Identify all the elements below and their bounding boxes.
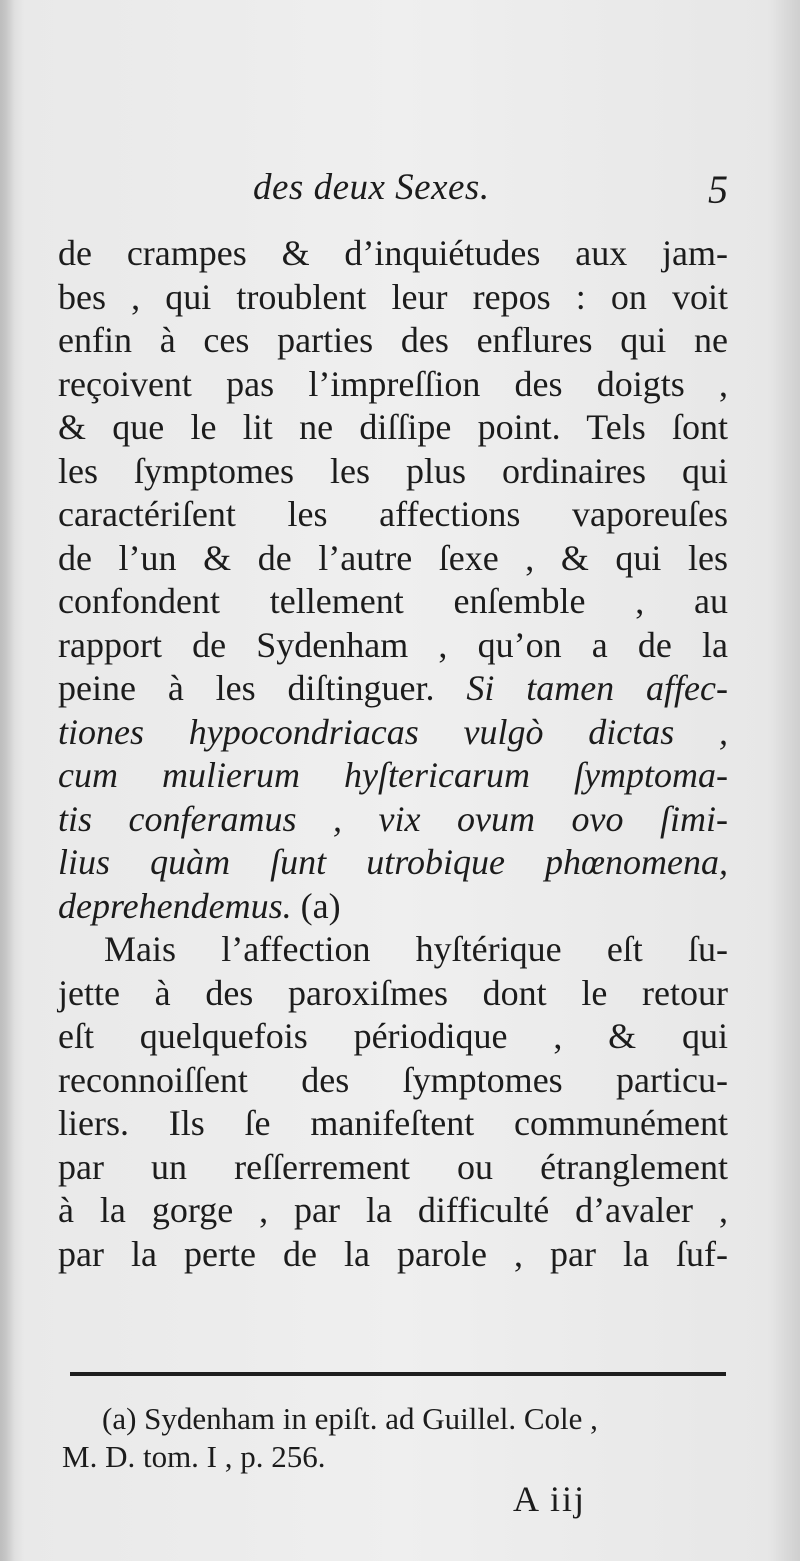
page-header [58,166,728,218]
text-italic: deprehendemus. [58,885,292,926]
text-line-mixed [58,667,728,711]
running-title: des deux Sexes. [253,167,490,208]
page-gutter-shadow [0,0,14,1561]
footnote [62,1400,728,1476]
signature-mark: A iij [512,1479,586,1519]
text-line: jette à des paroxiſmes dont le retour [58,972,728,1013]
footnote-rule [70,1372,726,1376]
text-roman: peine à les diſtinguer. [58,668,467,708]
page-number: 5 [708,167,728,212]
text-italic: Si tamen affec- [466,668,728,708]
text-line: par un reſſerrement ou étranglement [58,1146,728,1187]
text-line: reconnoiſſent des ſymptomes particu- [58,1059,728,1100]
text-line: de crampes & d’inquiétudes aux jam- [58,233,728,273]
text-line: enfin à ces parties des enflures qui ne [58,320,728,360]
text-line: les ſymptomes les plus ordinaires qui [58,450,728,491]
text-line-italic: lius quàm ſunt utrobique phœnomena, [58,842,728,882]
text-line-italic: cum mulierum hyſtericarum ſymptoma- [58,755,728,795]
text-line: bes , qui troublent leur repos : on voit [58,276,728,317]
main-text [58,232,728,1276]
text-line-italic: tis conferamus , vix ovum ovo ſimi- [58,798,728,839]
text-line: de l’un & de l’autre ſexe , & qui les [58,537,728,578]
text-line: reçoivent pas l’impreſſion des doigts , [58,363,728,404]
text-line-italic: tiones hypocondriacas vulgò dictas , [58,711,728,752]
text-line-mixed [58,885,728,929]
text-line: liers. Ils ſe manifeſtent communément [58,1103,728,1143]
text-line: eſt quelquefois périodique , & qui [58,1016,728,1056]
text-line: rapport de Sydenham , qu’on a de la [58,624,728,665]
footnote-line: (a) Sydenham in epiſt. ad Guillel. Cole , [102,1401,598,1436]
footnote-line: M. D. tom. I , p. 256. [62,1439,326,1474]
text-line: & que le lit ne diſſipe point. Tels ſont [58,407,728,447]
footnote-reference: (a) [291,885,341,926]
text-line: confondent tellement enſemble , au [58,581,728,621]
text-line: par la perte de la parole , par la ſuf- [58,1233,728,1274]
text-line: à la gorge , par la difficulté d’avaler , [58,1190,728,1230]
text-line: Mais l’affection hyſtérique eſt ſu- [104,929,728,969]
text-line: caractériſent les affections vaporeuſes [58,494,728,534]
